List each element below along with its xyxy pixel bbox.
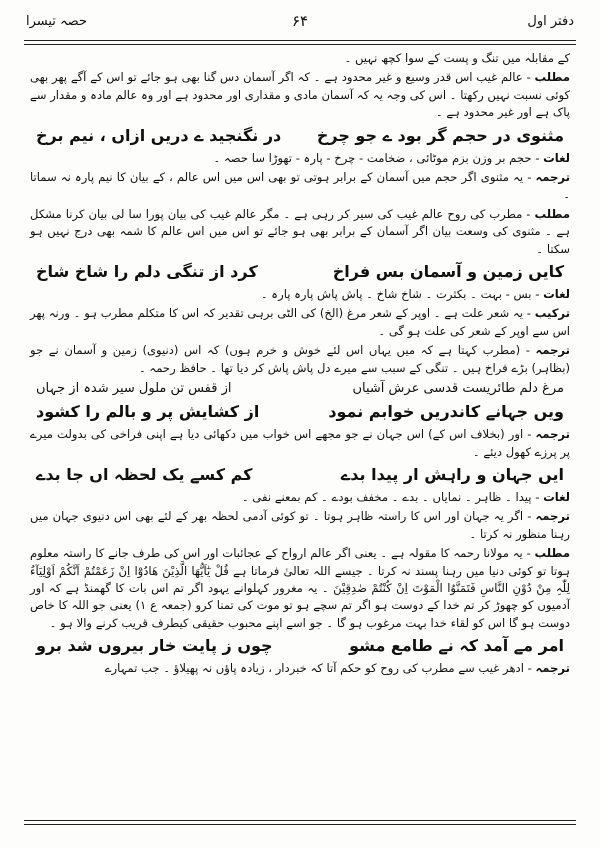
book-section-label: دفتر اول [527,14,574,29]
paragraph-text: - اور (بخلاف اس کے) اس جہان نے جو مجھے اس خواب میں دکھائی دیا ہے اپنی فراخی کی بدولت میرے پر پرزے کھول دیئے ۔ [30,427,570,459]
paragraph [30,545,570,632]
paragraph-text: - مطرب کی روح عالم غیب کی سیر کر رہی ہے ۔ مگر عالم غیب کی بیان پورا سا لی بیان کرنا مشکل ہے ۔ مثنوی کی وسعت بیان اگر آسمان کے برابر بھی ہو جائے تو اس میں اس عالم کا شمہ بھی درج نہیں ہو سکتا ۔ [30,206,570,256]
paragraph [30,286,570,303]
paragraph-text: - پیدا ۔ ظاہر ۔ نمایاں ۔ بدے ۔ مخفف بودے ۔ کم بمعنے نفی ۔ [241,489,540,504]
verse-first-hemistich: کایں زمین و آسمان بس فراخ [332,262,564,282]
section-label: ترجمہ [535,509,570,524]
verse-second-hemistich: در نگنجید ے دریں ازاں ، نیم برخ [36,125,282,145]
paragraph-text: - بس - بہت ۔ بکثرت ۔ شاخ شاخ ۔ پاش پاش پارہ پارہ ۔ [260,287,540,302]
paragraph-text: - یہ مثنوی اگر حجم میں آسمان کے برابر ہوتی تو بھی اس میں اس عالم ، کے بیان کا نیم پارہ نہ سماتا ۔ [30,170,570,202]
verse-second-hemistich: از کشایش پر و بالم را کشود [36,402,260,422]
section-label: ترجمہ [535,661,570,676]
paragraph [30,50,570,67]
paragraph [30,305,570,340]
paragraph-text: - یہ شعر علت ہے ۔ اوپر کے شعر مرغ (الخ) کی الٹی برہی تقدیر کہ اس کا متکلم مطرب ہو ۔ ورنہ پھر اس سے اوپر کے شعر کی علت ہو گی ۔ [30,306,570,338]
section-label: ترجمہ [535,427,570,442]
verse-couplet [36,463,564,487]
paragraph-text: - عالم غیب اس قدر وسیع و غیر محدود ہے ۔ کہ اگر آسمان دس گنا بھی ہو جائے تو اس کے آگے پھر بھی کوئی نسبت نہیں رکھتا ۔ اس کی وجہ یہ کہ آسمان مادی و مقداری اور محدود ہے اور وہ عالم مادہ و مقدار سے پاک ہے اور غیر محدود ہے ۔ [30,70,570,120]
verse-first-hemistich: امر مے آمد کہ نے طامع مشو [349,636,564,656]
paragraph-text: کے مقابلہ میں تنگ و پست کے سوا کچھ نہیں ۔ [344,51,570,65]
paragraph-text: - اگر یہ جہان اور اس کا راستہ ظاہر ہوتا ۔ تو کوئی آدمی لحظہ بھر کے لئے بھی اس دنیوی جہان میں رہنا منظور نہ کرتا ۔ [30,509,570,541]
paragraph [30,69,570,121]
section-label: لغات [543,489,570,504]
verse-second-hemistich: کرد از تنگی دلم را شاخ شاخ [36,262,258,282]
section-label: ترکیب [534,306,571,321]
footer-rule [24,820,576,821]
paragraph [30,660,570,677]
verse-first-hemistich: مثنوی در حجم گر بود ے جو چرخ [316,125,564,145]
document-body [30,50,570,816]
verse-couplet [36,379,564,398]
paragraph-text: - ادھر غیب سے مطرب کی روح کو حکم آتا کہ خبردار ، زیادہ پاؤں نہ پھیلاؤ ۔ جب تمہارے [104,661,532,676]
paragraph [30,342,570,377]
section-label: لغات [543,150,570,165]
page-number: ۶۴ [291,12,309,30]
paragraph [30,169,570,204]
footer-rule-thin [24,824,576,825]
verse-first-hemistich: ویں جہانے کاندریں خوابم نمود [328,402,564,422]
paragraph [30,206,570,258]
section-label: مطلب [534,206,571,221]
section-label: ترجمہ [535,170,570,185]
paragraph [30,426,570,461]
paragraph-text: - (مطرب کہتا ہے کہ میں یہاں اس لئے خوش و خرم ہوں) کہ اس (دنیوی) زمین و آسمان نے جو (بظاہر) بڑے فراخ ہیں ۔ تنگی کے سبب سے میرے دل پاش پاش کر دیا تھا ۔ حافظ رحمہ ۔ [30,343,570,375]
verse-second-hemistich: از قفس تن ملول سیر شدہ از جہاں [36,381,232,397]
paragraph [30,150,570,167]
header-rule-thin [24,44,576,45]
page-header [26,10,574,38]
verse-couplet [36,634,564,658]
paragraph-text: - حجم بر وزن بزم موٹائی ، ضخامت - چرخ - پارہ - تھوڑا سا حصہ ۔ [213,150,540,165]
verse-first-hemistich: ایں جہان و راہش ار پیدا بدے [340,464,564,484]
header-rule [24,40,576,41]
paragraph [30,508,570,543]
paragraph [30,489,570,506]
section-label: لغات [543,287,570,302]
verse-first-hemistich: مرغ دلم طائریست قدسی عرش آشیاں [352,381,564,397]
verse-second-hemistich: کم کسے یک لحظہ اں جا بدے [36,464,253,484]
verse-second-hemistich: چوں ز پایت خار بیروں شد برو [36,636,273,656]
section-label: ترجمہ [535,343,571,358]
verse-couplet [36,260,564,284]
section-label: مطلب [534,546,571,561]
verse-couplet [36,124,564,148]
paragraph-text: - یہ مولانا رحمہ کا مقولہ ہے ۔ یعنی اگر عالم ارواح کے عجائبات اور اس کی طرف جانے کا راستہ معلوم ہوتا تو کوئی دنیا میں رہنا پسند نہ کرتا ۔ جیسے اللہ تعالیٰ فرماتا ہے قُلْ یٰٓاَیُّھَا الَّذِیْنَ ھَادُوْٓا اِنْ زَعَمْتُمْ اَنَّکُمْ اَوْلِیَآءُ لِلّٰہِ مِنْ دُوْنِ النَّاسِ فَتَمَنَّوُا الْمَوْتَ اِنْ کُنْتُمْ صٰدِقِیْنَ ۔ یہ مغرور کہلوانے یہود اگر تم اس بات کا گھمنڈ ہے کہ اور آدمیوں کو چھوڑ کر تم خدا کے دوست ہو اگر تم سچے ہو تو موت کی تمنا کرو (جمعہ ع ۱) یعنی جو اللہ کا خاص دوست ہو گا اس کو لقاء خدا بہت مرغوب ہو گا ۔ جو اسے اپنے محبوب حقیقی کیطرف قریب کرنے والا ہو ۔ [30,546,570,630]
section-label: مطلب [534,70,570,85]
verse-couplet [36,400,564,424]
part-label: حصہ تیسرا [26,14,87,29]
